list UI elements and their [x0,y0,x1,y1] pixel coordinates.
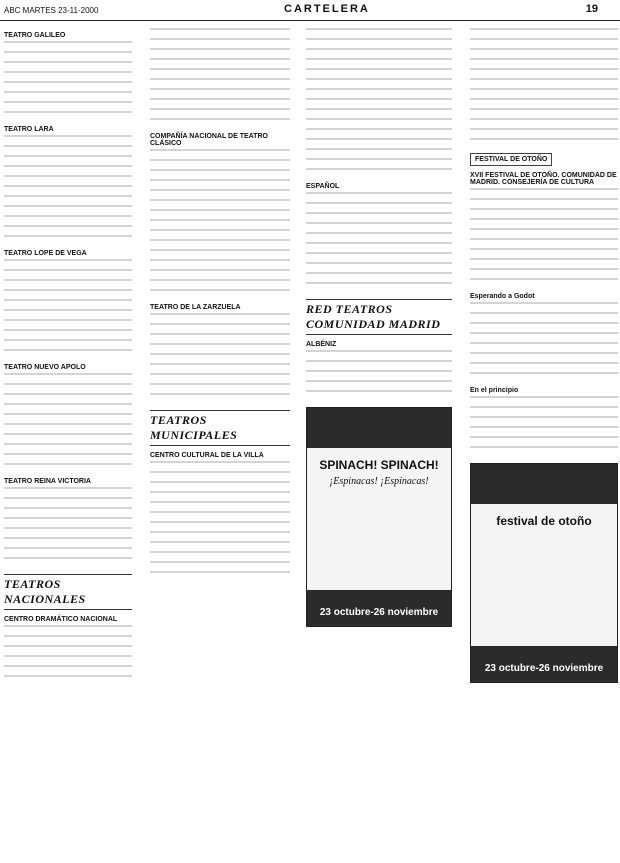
paragraph-lines [150,461,290,580]
section-title: TEATRO LOPE DE VEGA [4,250,87,257]
paragraph-lines [306,192,452,291]
festival-badge: FESTIVAL DE OTOÑO [470,153,552,166]
paragraph-lines [306,28,452,177]
banner-title: festival de otoño [496,514,592,528]
header-page: 19 [585,3,598,15]
banner-foot-text: 23 octubre-26 noviembre [319,607,439,618]
section-band: TEATROS MUNICIPALES [150,410,290,446]
banner-title: SPINACH! SPINACH! [319,458,439,472]
section-title: ESPAÑOL [306,183,340,190]
column-2 [150,26,290,849]
banner-top [307,408,451,448]
paragraph-lines [4,135,132,244]
banner-top [471,464,617,504]
paragraph-lines [306,350,452,399]
header-left: ABC MARTES 23-11-2000 [4,6,99,15]
section-title: CENTRO DRAMÁTICO NACIONAL [4,616,118,623]
paragraph-lines [4,259,132,358]
section-band: RED TEATROS COMUNIDAD MADRID [306,299,452,335]
section-title: TEATRO GALILEO [4,32,66,39]
paragraph-lines [4,41,132,120]
paragraph-lines [470,302,618,381]
paragraph-lines [150,28,290,127]
section-title: Esperando a Godot [470,293,535,300]
section-title: TEATRO REINA VICTORIA [4,478,91,485]
festival-banner [470,463,618,683]
section-title: TEATRO DE LA ZARZUELA [150,304,241,311]
section-title: TEATRO LARA [4,126,54,133]
section-band: TEATROS NACIONALES [4,574,132,610]
section-title: ALBÉNIZ [306,341,337,348]
banner-subtitle: ¡Espinacas! ¡Espinacas! [329,476,429,487]
paragraph-lines [470,396,618,455]
paragraph-lines [4,487,132,566]
column-4 [470,26,618,849]
column-3 [306,26,452,849]
paragraph-lines [4,373,132,472]
section-title: CENTRO CULTURAL DE LA VILLA [150,452,264,459]
section-title: TEATRO NUEVO APOLO [4,364,86,371]
section-title: En el principio [470,387,519,394]
paragraph-lines [470,188,618,287]
page-header [0,0,620,21]
banner-foot-text: 23 octubre-26 noviembre [484,663,604,674]
section-title: COMPAÑÍA NACIONAL DE TEATRO CLÁSICO [150,133,268,147]
column-1 [4,26,132,849]
header-title: CARTELERA [284,3,370,15]
spinach-banner [306,407,452,627]
section-title: XVII FESTIVAL DE OTOÑO. COMUNIDAD DE MADRID. CONSEJERÍA DE CULTURA [470,172,617,186]
paragraph-lines [470,28,618,147]
paragraph-lines [4,625,132,684]
paragraph-lines [150,313,290,402]
paragraph-lines [150,149,290,298]
